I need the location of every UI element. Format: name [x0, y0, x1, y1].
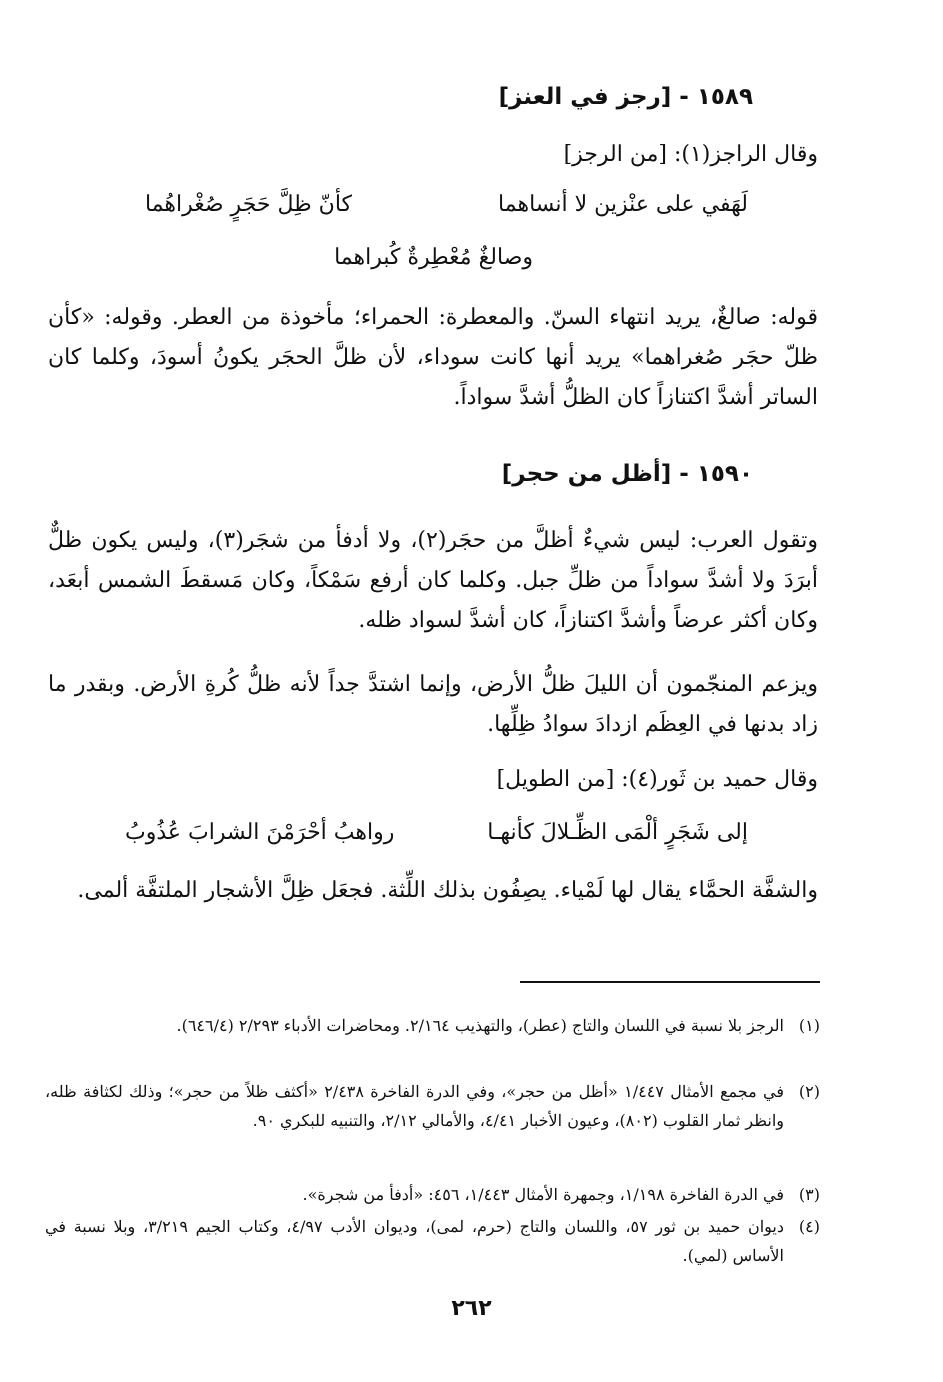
- verse-2-line: وصالغٌ مُعْطِرةٌ كُبراهما: [334, 245, 533, 270]
- footnote-separator: [520, 981, 820, 983]
- footnote-text: في الدرة الفاخرة ١/١٩٨، وجمهرة الأمثال ١/٤٤٣، ٤٥٦: «أدفأ من شجرة».: [302, 1185, 784, 1204]
- entry-heading-1590: ١٥٩٠ - [أظل من حجر]: [501, 461, 753, 487]
- footnote-text: ديوان حميد بن ثور ٥٧، واللسان والتاج (حرم، لمى)، وديوان الأدب ٤/٩٧، وكتاب الجيم ٣/٢١٩، وبلا نسبة في الأساس (لمي).: [45, 1217, 785, 1265]
- footnote-text: الرجز بلا نسبة في اللسان والتاج (عطر)، والتهذيب ٢/١٦٤. ومحاضرات الأدباء ٢/٢٩٣ (٦٤٦/٤).: [176, 1016, 784, 1035]
- footnote-text: في مجمع الأمثال ١/٤٤٧ «أظل من حجر»، وفي الدرة الفاخرة ٢/٤٣٨ «أكثف ظلاً من حجر»؛ وذلك لكثافة ظله، وانظر ثمار القلوب (٨٠٢)، وعيون الأخبار ٤/٤١، والأمالي ٢/١٢، والتنبيه للبكري ٩٠.: [45, 1082, 785, 1130]
- entry-1590-commentary: والشفَّة الحمَّاء يقال لها لَمْياء. يصِفُون بذلك اللِّثة. فجعَل ظِلَّ الأشجار الملتفَّة ألمى.: [77, 878, 818, 903]
- footnote-number: (٢): [798, 1082, 820, 1101]
- entry-heading-1589: ١٥٨٩ - [رجز في العنز]: [498, 84, 753, 110]
- footnote-number: (١): [798, 1016, 820, 1035]
- footnote-3: [45, 1180, 820, 1209]
- footnote-4: [45, 1212, 820, 1270]
- entry-1589-commentary: قوله: صالغٌ، يريد انتهاء السنّ. والمعطرة: الحمراء؛ مأخوذة من العطر. وقوله: «كأن ظلّ حجَر صُغراهما» يريد أنها كانت سوداء، لأن ظلَّ الحجَر يكونُ أسودَ، وكلما كان الساتر أشدَّ اكتنازاً كان الظلُّ أشدَّ سواداً.: [48, 305, 818, 410]
- footnote-number: (٤): [798, 1217, 820, 1236]
- entry-1590-paragraph-1: وتقول العرب: ليس شيءٌ أظلَّ من حجَر(٢)، ولا أدفأ من شجَر(٣)، وليس يكون ظلٌّ أبرَدَ ولا أشدَّ سواداً من ظلِّ جبل. وكلما كان أرفع سَمْكاً، وكان مَسقطَ الشمس أبعَد، وكان أكثر عرضاً وأشدَّ اكتنازاً، كان أشدَّ لسواد ظله.: [48, 528, 819, 633]
- entry-1590-intro: وقال حميد بن ثَور(٤): [من الطويل]: [496, 767, 818, 792]
- footnote-number: (٣): [798, 1185, 820, 1204]
- page-number: ٢٦٢: [451, 1296, 492, 1321]
- verse-1-right-hemistich: لَهَفي على عنْزين لا أنساهما: [498, 192, 748, 217]
- verse-3-left-hemistich: رواهبُ أحْرَمْنَ الشرابَ عُذُوبُ: [125, 820, 395, 845]
- entry-1590-paragraph-2: ويزعم المنجّمون أن الليلَ ظلُّ الأرض، وإنما اشتدَّ جداً لأنه ظلُّ كُرةِ الأرض. وبقدر ما زاد بدنها في العِظَم ازدادَ سوادُ ظِلِّها.: [48, 672, 818, 737]
- footnote-1: [45, 1011, 820, 1040]
- verse-3-right-hemistich: إلى شَجَرٍ ألْمَى الظِّـلالَ كأنهـا: [487, 820, 748, 845]
- footnote-2: [45, 1077, 820, 1135]
- entry-1589-intro: وقال الراجز(١): [من الرجز]: [563, 142, 818, 167]
- verse-1-left-hemistich: كأنّ ظِلَّ حَجَرٍ صُغْراهُما: [145, 192, 352, 217]
